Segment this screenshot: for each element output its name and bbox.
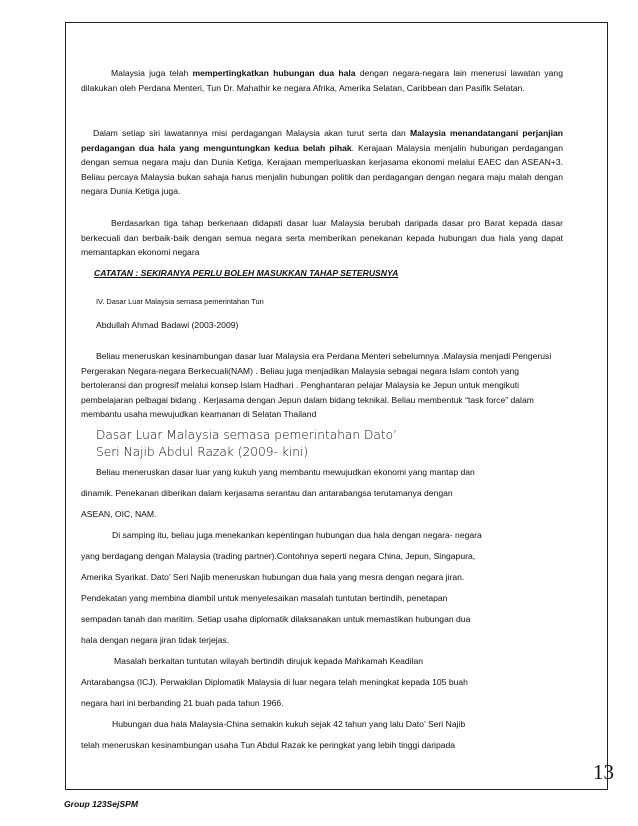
section5-heading <box>96 427 397 461</box>
section5-line: Antarabangsa (ICJ). Perwakilan Diplomatik Malaysia di luar negara telah meningkat kepada 105 buah <box>81 677 468 687</box>
section5-line: Pendekatan yang membina diambil untuk menyelesaikan masalah tuntutan bertindih, penetapan <box>81 593 448 603</box>
section5-line: Hubungan dua hala Malaysia-China semakin kukuh sejak 42 tahun yang lalu Dato’ Seri Najib <box>112 719 466 729</box>
section4-body: Beliau meneruskan kesinambungan dasar luar Malaysia era Perdana Menteri sebelumnya .Malaysia menjadi Pengerusi Pergerakan Negara-negara Berkecuali(NAM) . Beliau juga menjadikan Malaysia sebagai negara Islam contoh yang bertoleransi dan progresif melalui konsep Islam Hadhari . Penghantaran pelajar Malaysia ke Jepun untuk mengikuti pembelajaran pelbagai bidang . Kerjasama dengan Jepun dalam bidang teknikal. Beliau membentuk “task force” dalam membantu usaha mewujudkan keamanan di Selatan Thailand <box>81 351 552 420</box>
paragraph-2: Dalam setiap siri lawatannya misi perdagangan Malaysia akan turut serta dan Malaysia menandatangani perjanjian perdagangan dua hala yang menguntungkan kedua belah pihak. Kerajaan Malaysia menjalin hubungan perdagangan dengan semua negara maju dan Dunia Ketiga. Kerajaan memperluaskan kerjasama ekonomi melalui EAEC dan ASEAN+3. Beliau percaya Malaysia bukan sahaja harus menjalin hubungan politik dan perdagangan dengan negara maju malah dengan negara Dunia Ketiga juga. <box>81 128 563 197</box>
section4-heading-line2: Abdullah Ahmad Badawi (2003-2009) <box>96 320 239 330</box>
section5-line: ASEAN, OIC, NAM. <box>81 509 157 519</box>
section4-heading-line1: IV. Dasar Luar Malaysia semasa pemerintahan Tun <box>96 297 264 306</box>
note-heading: CATATAN : SEKIRANYA PERLU BOLEH MASUKKAN TAHAP SETERUSNYA <box>94 268 399 278</box>
paragraph-3: Berdasarkan tiga tahap berkenaan didapati dasar luar Malaysia berubah daripada dasar pro Barat kepada dasar berkecuali dan berbaik-baik dengan semua negara serta memberikan penekanan kepada hubungan dua hala yang dapat memantapkan ekonomi negara <box>81 218 563 258</box>
paragraph-1: Malaysia juga telah mempertingkatkan hubungan dua hala dengan negara-negara lain menerusi lawatan yang dilakukan oleh Perdana Menteri, Tun Dr. Mahathir ke negara Afrika, Amerika Selatan, Caribbean dan Pasifik Selatan. <box>81 68 563 93</box>
section5-line: Beliau meneruskan dasar luar yang kukuh yang membantu mewujudkan ekonomi yang mantap dan <box>96 467 475 477</box>
section5-line: telah meneruskan kesinambungan usaha Tun Abdul Razak ke peringkat yang lebih tinggi daripada <box>81 740 456 750</box>
section5-heading-line1: Dasar Luar Malaysia semasa pemerintahan Dato’ <box>96 428 397 442</box>
section5-line: Amerika Syarikat. Dato’ Seri Najib meneruskan hubungan dua hala yang mesra dengan negara jiran. <box>81 572 465 582</box>
section5-line: hala dengan negara jiran tidak terjejas. <box>81 635 230 645</box>
section5-line: Masalah berkaitan tuntutan wilayah bertindih dirujuk kepada Mahkamah Keadilan <box>114 656 424 666</box>
section5-line: yang berdagang dengan Malaysia (trading partner).Contohnya seperti negara China, Jepun, Singapura, <box>81 551 476 561</box>
footer-text: Group 123SejSPM <box>64 799 139 809</box>
section5-line: sempadan tanah dan maritim. Setiap usaha diplomatik dilaksanakan untuk memastikan hubungan dua <box>81 614 471 624</box>
section5-line: negara hari ini berbanding 21 buah pada tahun 1966. <box>81 698 284 708</box>
section5-heading-line2: Seri Najib Abdul Razak (2009- kini) <box>96 445 309 459</box>
section5-line: dinamik. Penekanan diberikan dalam kerjasama serantau dan antarabangsa terutamanya dengan <box>81 488 453 498</box>
section5-line: Di samping itu, beliau juga menekankan kepentingan hubungan dua hala dengan negara- negara <box>112 530 482 540</box>
page-number: 13 <box>593 760 614 784</box>
